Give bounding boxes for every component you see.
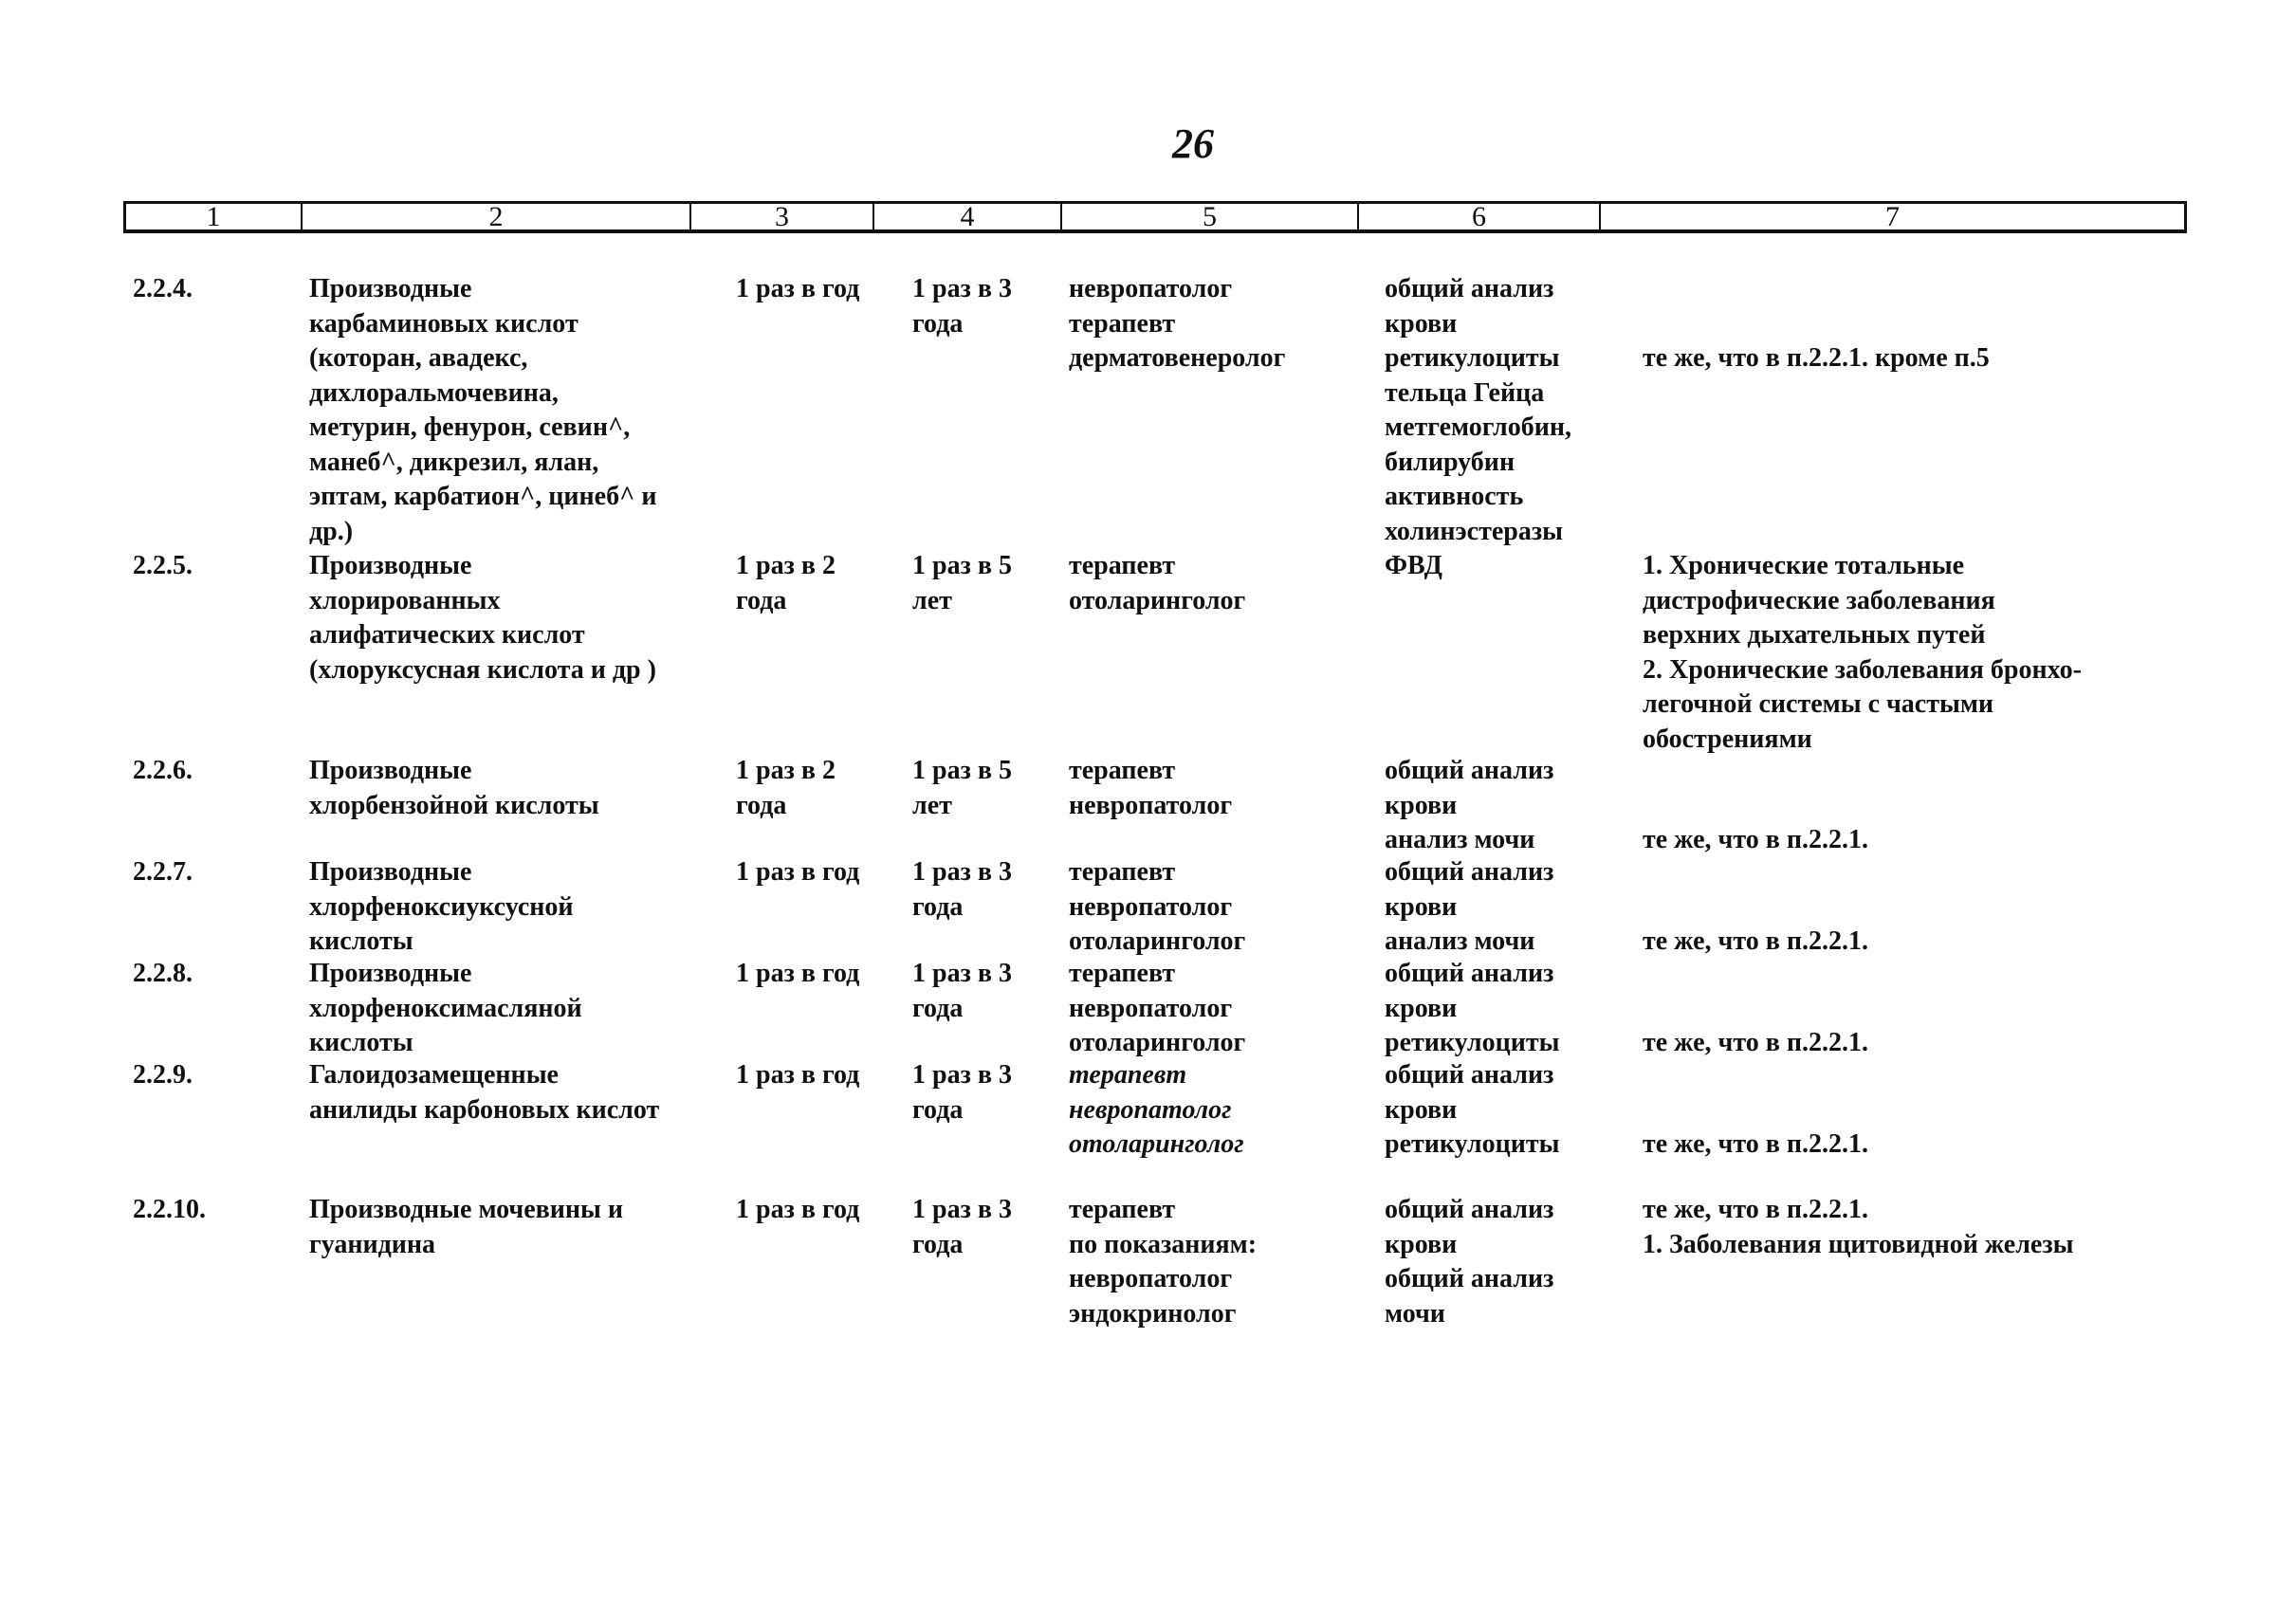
- lab-tests: общий анализ крови ретикулоциты тельца Гейца метгемоглобин, билирубин активность холинэстеразы: [1385, 274, 1571, 546]
- column-number-3: 3: [691, 204, 874, 229]
- contraindications: те же, что в п.2.2.1.: [1643, 926, 1868, 956]
- specialists: терапевт невропатолог: [1069, 756, 1233, 820]
- column-number-6: 6: [1359, 204, 1601, 229]
- substance-name: Галоидозамещенные анилиды карбоновых кислот: [309, 1060, 660, 1125]
- row-number: 2.2.7.: [133, 857, 193, 887]
- exam-periodicity: 1 раз в год: [736, 857, 860, 887]
- lab-tests: ФВД: [1385, 551, 1442, 580]
- row-number: 2.2.10.: [133, 1195, 206, 1224]
- substance-name: Производные карбаминовых кислот (которан, авадекс, дихлоральмочевина, метурин, фенурон, севин^, манеб^, дикрезил, ялан, эптам, карбатион^, цинеб^ и др.): [309, 274, 657, 546]
- specialists: терапевт невропатолог отоларинголог: [1069, 857, 1246, 956]
- row-number: 2.2.6.: [133, 756, 193, 785]
- substance-name: Производные хлорфеноксиуксусной кислоты: [309, 857, 574, 956]
- specialists: терапевт невропатолог отоларинголог: [1069, 959, 1246, 1057]
- exam-periodicity: 1 раз в 2 года: [736, 756, 836, 820]
- contraindications: те же, что в п.2.2.1.: [1643, 825, 1868, 854]
- exam-periodicity: 1 раз в год: [736, 1060, 860, 1090]
- specialists: терапевт отоларинголог: [1069, 551, 1246, 615]
- survey-periodicity: 1 раз в 5 лет: [912, 756, 1012, 820]
- contraindications: 1. Хронические тотальные дистрофические заболевания верхних дыхательных путей 2. Хронические заболевания бронхо- легочной системы с частыми обострениями: [1643, 551, 2082, 754]
- specialists: терапевт невропатолог отоларинголог: [1069, 1060, 1244, 1159]
- exam-periodicity: 1 раз в 2 года: [736, 551, 836, 615]
- table-header: [123, 201, 2187, 233]
- contraindications: те же, что в п.2.2.1. кроме п.5: [1643, 343, 1990, 373]
- column-number-1: 1: [126, 204, 303, 229]
- lab-tests: общий анализ крови общий анализ мочи: [1385, 1195, 1554, 1329]
- row-number: 2.2.8.: [133, 959, 193, 988]
- contraindications: те же, что в п.2.2.1.: [1643, 1129, 1868, 1159]
- substance-name: Производные хлорфеноксимасляной кислоты: [309, 959, 582, 1057]
- page-number: 26: [1172, 120, 1214, 167]
- lab-tests: общий анализ крови ретикулоциты: [1385, 959, 1560, 1057]
- substance-name: Производные хлорбензойной кислоты: [309, 756, 599, 820]
- lab-tests: общий анализ крови ретикулоциты: [1385, 1060, 1560, 1159]
- lab-tests: общий анализ крови анализ мочи: [1385, 756, 1554, 854]
- column-number-7: 7: [1885, 201, 1900, 232]
- substance-name: Производные мочевины и гуанидина: [309, 1195, 624, 1259]
- row-number: 2.2.5.: [133, 551, 193, 580]
- contraindications: те же, что в п.2.2.1.: [1643, 1028, 1868, 1057]
- row-number: 2.2.9.: [133, 1060, 193, 1090]
- column-number-4: 4: [874, 204, 1062, 229]
- substance-name: Производные хлорированных алифатических кислот (хлоруксусная кислота и др ): [309, 551, 656, 685]
- exam-periodicity: 1 раз в год: [736, 274, 860, 303]
- survey-periodicity: 1 раз в 5 лет: [912, 551, 1012, 615]
- survey-periodicity: 1 раз в 3 года: [912, 959, 1012, 1023]
- column-number-2: 2: [303, 204, 691, 229]
- column-number-5: 5: [1062, 204, 1359, 229]
- survey-periodicity: 1 раз в 3 года: [912, 274, 1012, 339]
- specialists: невропатолог терапевт дерматовенеролог: [1069, 274, 1286, 373]
- survey-periodicity: 1 раз в 3 года: [912, 857, 1012, 922]
- exam-periodicity: 1 раз в год: [736, 959, 860, 988]
- contraindications: те же, что в п.2.2.1. 1. Заболевания щитовидной железы: [1643, 1195, 2074, 1259]
- survey-periodicity: 1 раз в 3 года: [912, 1195, 1012, 1259]
- lab-tests: общий анализ крови анализ мочи: [1385, 857, 1554, 956]
- exam-periodicity: 1 раз в год: [736, 1195, 860, 1224]
- specialists: терапевт по показаниям: невропатолог эндокринолог: [1069, 1195, 1258, 1329]
- row-number: 2.2.4.: [133, 274, 193, 303]
- survey-periodicity: 1 раз в 3 года: [912, 1060, 1012, 1125]
